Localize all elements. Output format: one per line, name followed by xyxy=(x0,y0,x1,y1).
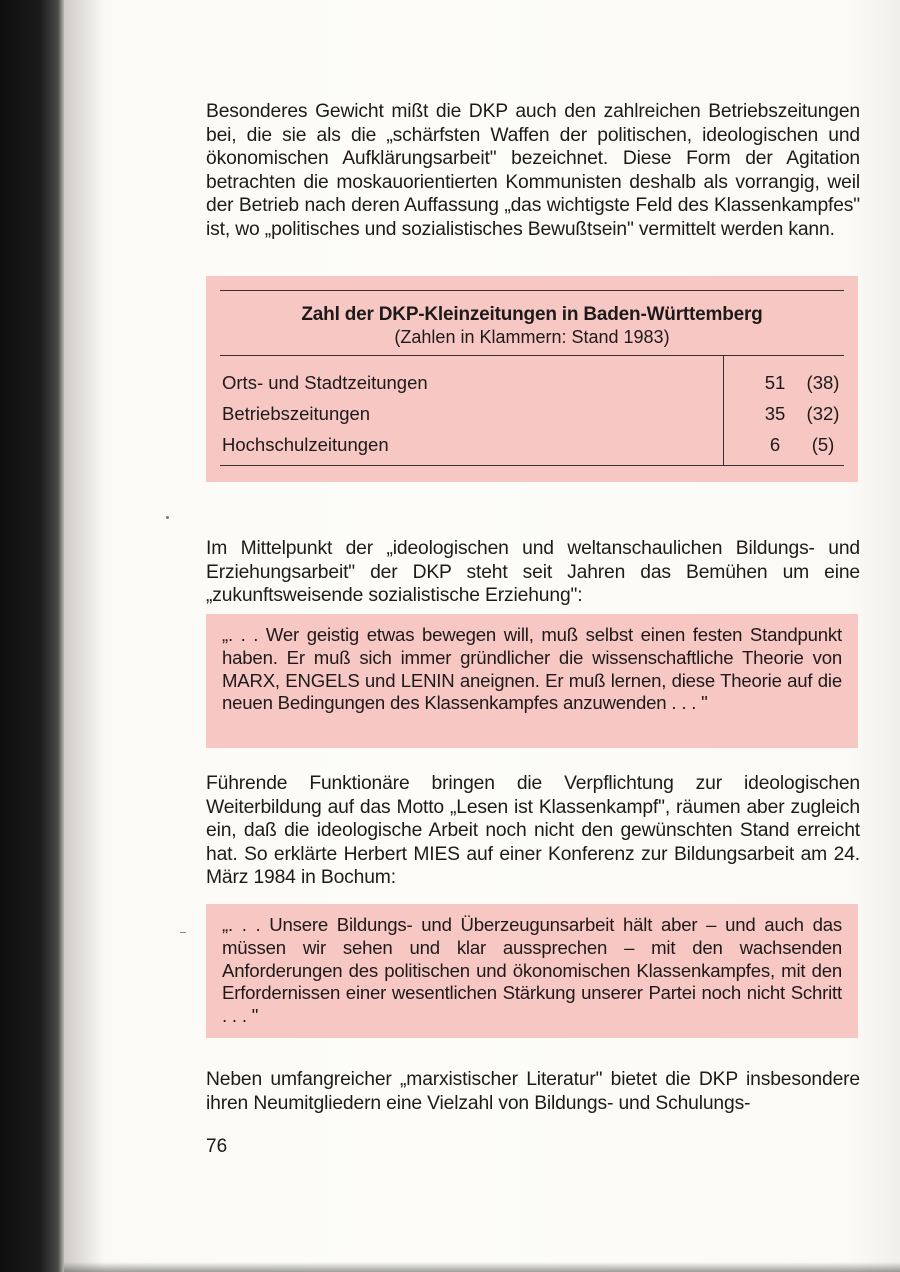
row-previous-value: (32) xyxy=(806,403,840,424)
paragraph-literatur: Neben umfangreicher „marxistischer Literatur" bietet die DKP insbesondere ihren Neumitgliedern eine Vielzahl von Bildungs- und Schulungs- xyxy=(206,1069,860,1114)
row-label: Hochschulzeitungen xyxy=(222,434,389,455)
print-speck xyxy=(180,932,186,933)
book-binding-shadow xyxy=(0,0,64,1272)
row-label: Orts- und Stadtzeitungen xyxy=(222,372,428,393)
row-value: 51 xyxy=(764,372,786,393)
quote-box-mies xyxy=(206,904,858,1038)
table-row xyxy=(220,434,844,464)
row-previous-value: (38) xyxy=(806,372,840,393)
row-previous-value: (5) xyxy=(811,434,835,455)
table-row xyxy=(220,372,844,402)
book-binding-fade xyxy=(64,0,104,1272)
row-value: 35 xyxy=(764,403,786,424)
quote-text: „. . . Unsere Bildungs- und Überzeugunsarbeit hält aber – und auch das müssen wir sehen und klar aussprechen – mit den wachsenden Anforderungen des politischen und ökonomischen Klassenkampfes, mit den Erfordernissen einer wesentlichen Stärkung unserer Partei noch nicht Schritt . . . " xyxy=(222,914,842,1027)
row-label: Betriebszeitungen xyxy=(222,403,371,424)
page-bottom-edge xyxy=(64,1262,900,1272)
table-rule-top xyxy=(220,290,844,291)
table-subtitle: (Zahlen in Klammern: Stand 1983) xyxy=(394,327,670,347)
print-speck xyxy=(166,516,169,519)
kleinzeitungen-table xyxy=(206,276,858,482)
table-title: Zahl der DKP-Kleinzeitungen in Baden-Württemberg xyxy=(301,304,763,325)
quote-box-marx-engels-lenin xyxy=(206,614,858,748)
paragraph-betriebszeitungen: Besonderes Gewicht mißt die DKP auch den zahlreichen Betriebszeitungen bei, die sie als die „schärfsten Waffen der politischen, ideologischen und ökonomischen Aufklärungsarbeit" bezeichnet. Diese Form der Agitation betrachten die moskauorientierten Kommunisten deshalb als vorrangig, weil der Betrieb nach deren Auffassung „das wichtigste Feld des Klassenkampfes" ist, wo „politisches und sozialistisches Bewußtsein" vermittelt werden kann. xyxy=(206,101,860,240)
table-row xyxy=(220,403,844,433)
quote-text: „. . . Wer geistig etwas bewegen will, muß selbst einen festen Standpunkt haben. Er muß sich immer gründlicher die wissenschaftliche Theorie von MARX, ENGELS und LENIN aneignen. Er muß lernen, diese Theorie auf die neuen Bedingungen des Klassenkampfes anzuwenden . . . " xyxy=(222,624,842,714)
row-value: 6 xyxy=(769,434,781,455)
table-rule-bottom xyxy=(220,465,844,466)
table-rule-middle xyxy=(220,355,844,356)
page-number: 76 xyxy=(206,1136,228,1157)
paragraph-weiterbildung: Führende Funktionäre bringen die Verpflichtung zur ideologischen Weiterbildung auf das Motto „Lesen ist Klassenkampf", räumen aber zugleich ein, daß die ideologische Arbeit noch nicht den gewünschten Stand erreicht hat. So erklärte Herbert MIES auf einer Konferenz zur Bildungsarbeit am 24. März 1984 in Bochum: xyxy=(206,773,860,889)
paragraph-erziehung: Im Mittelpunkt der „ideologischen und weltanschaulichen Bildungs- und Erziehungsarbeit" der DKP steht seit Jahren das Bemühen um eine „zukunftsweisende sozialistische Erziehung": xyxy=(206,538,860,607)
